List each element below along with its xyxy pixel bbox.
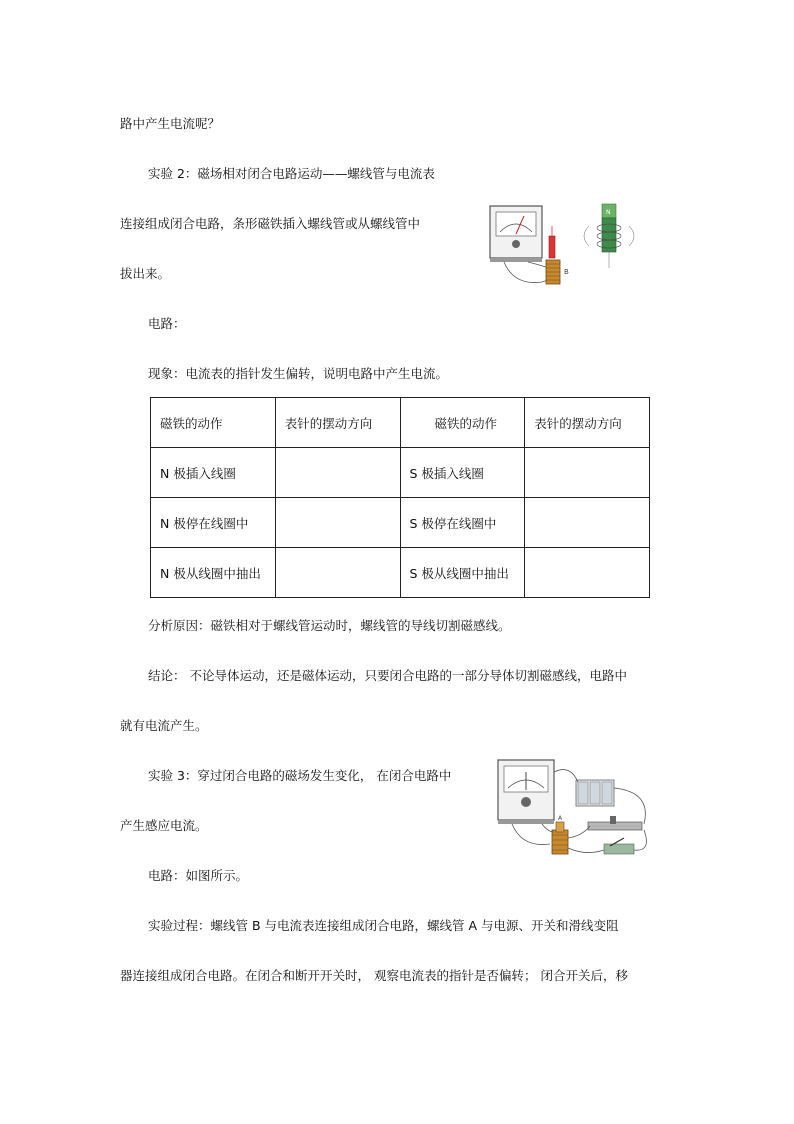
table-header-cell: 表针的摆动方向: [275, 398, 400, 448]
experiment-2-title: 实验 2：磁场相对闭合电路运动——螺线管与电流表: [148, 166, 435, 181]
table-cell: [275, 548, 400, 598]
coil-label: B: [564, 268, 569, 276]
table-cell: [525, 498, 650, 548]
paragraph-line: 产生感应电流。: [120, 818, 208, 833]
table-cell: N 极停在线圈中: [151, 498, 276, 548]
magnet-top-label: N: [606, 209, 611, 216]
table-row: [151, 548, 650, 598]
circuit-label: 电路：如图所示。: [148, 868, 249, 883]
table-header-row: [151, 398, 650, 448]
table-header-cell: 磁铁的动作: [151, 398, 276, 448]
experiment-2-figure: [484, 196, 654, 296]
table-cell: S 极停在线圈中: [400, 498, 525, 548]
analysis-line: 分析原因：磁铁相对于螺线管运动时，螺线管的导线切割磁感线。: [148, 618, 511, 633]
table-cell: N 极从线圈中抽出: [151, 548, 276, 598]
table-cell: S 极从线圈中抽出: [400, 548, 525, 598]
table-cell: S 极插入线圈: [400, 448, 525, 498]
table-header-cell: 表针的摆动方向: [525, 398, 650, 448]
experiment-3-title: 实验 3：穿过闭合电路的磁场发生变化， 在闭合电路中: [148, 768, 452, 783]
table-cell: N 极插入线圈: [151, 448, 276, 498]
circuit-label: 电路：: [148, 316, 186, 331]
conclusion-line: 结论： 不论导体运动，还是磁体运动，只要闭合电路的一部分导体切割磁感线，电路中: [148, 668, 627, 683]
paragraph-line: 器连接组成闭合电路。在闭合和断开开关时， 观察电流表的指针是否偏转； 闭合开关后，移: [120, 968, 628, 983]
magnet-action-table: [150, 397, 650, 598]
table-row: [151, 448, 650, 498]
paragraph-line: 路中产生电流呢？: [120, 116, 221, 131]
table-cell: [275, 498, 400, 548]
table-header-cell: 磁铁的动作: [400, 398, 525, 448]
paragraph-line: 拔出来。: [120, 266, 171, 281]
table-row: [151, 498, 650, 548]
coil-label: A: [558, 815, 563, 822]
experiment-3-figure: [492, 752, 662, 872]
procedure-line: 实验过程：螺线管 B 与电流表连接组成闭合电路，螺线管 A 与电源、开关和滑线变阻: [148, 918, 619, 933]
table-cell: [525, 548, 650, 598]
paragraph-line: 就有电流产生。: [120, 718, 208, 733]
phenomenon-line: 现象：电流表的指针发生偏转，说明电路中产生电流。: [148, 366, 449, 381]
paragraph-line: 连接组成闭合电路，条形磁铁插入螺线管或从螺线管中: [120, 216, 421, 231]
table-cell: [275, 448, 400, 498]
table-cell: [525, 448, 650, 498]
